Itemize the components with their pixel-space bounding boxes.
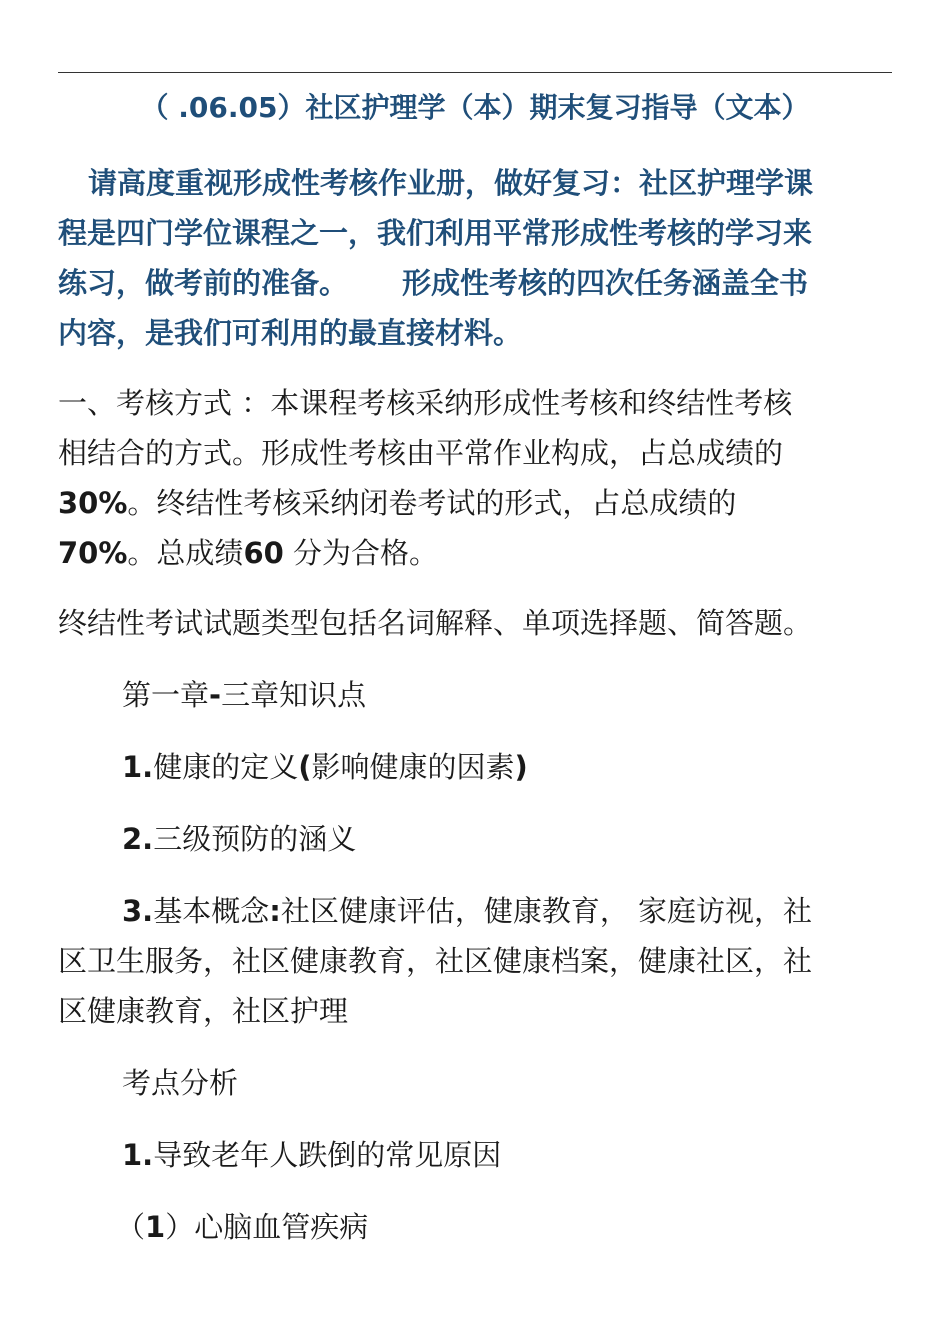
percentage-value: 30% <box>58 486 128 520</box>
point-text: 健康的定义 <box>153 750 299 784</box>
intro-text: 形成性考核的四次任务涵盖全书 <box>402 266 809 300</box>
chapter-text: 三章知识点 <box>221 678 367 712</box>
assessment-text: 。终结性考核采纳闭卷考试的形式，占总成绩的 <box>127 486 737 520</box>
assessment-line <box>58 528 892 578</box>
knowledge-point-1 <box>122 742 528 792</box>
chapter-heading <box>122 670 366 720</box>
assessment-line: 相结合的方式。形成性考核由平常作业构成，占总成绩的 <box>58 436 784 470</box>
item-text: 心脑血管疾病 <box>194 1210 369 1244</box>
point-text: 社区健康评估，健康教育， 家庭访视，社 <box>280 894 813 928</box>
cause-item-1 <box>116 1202 368 1252</box>
point-colon: : <box>269 894 281 928</box>
point-paren: ( <box>298 750 312 784</box>
intro-line: 程是四门学位课程之一，我们利用平常形成性考核的学习来 <box>58 216 813 250</box>
point-text: 基本概念 <box>153 894 270 928</box>
fall-causes-heading <box>122 1130 501 1180</box>
point-text: 导致老年人跌倒的常见原因 <box>153 1138 502 1172</box>
intro-text: 练习，做考前的准备。 <box>58 266 349 300</box>
intro-paragraph <box>58 158 892 358</box>
point-number: 3. <box>122 894 154 928</box>
assessment-method-paragraph <box>58 378 892 578</box>
assessment-line: 一、考核方式 ：本课程考核采纳形成性考核和终结性考核 <box>58 386 793 420</box>
percentage-value: 70% <box>58 536 128 570</box>
point3-line: 区健康教育，社区护理 <box>58 994 349 1028</box>
item-paren: （ <box>116 1210 146 1244</box>
chapter-text: 第一章 <box>122 678 210 712</box>
point-paren: ) <box>514 750 528 784</box>
assessment-text: 分为合格。 <box>283 536 439 570</box>
chapter-dash: - <box>209 678 222 712</box>
intro-line: 请高度重视形成性考核作业册，做好复习：社区护理学课 <box>88 166 814 200</box>
point-number: 1. <box>122 1138 154 1172</box>
point3-line: 区卫生服务，社区健康教育，社区健康档案，健康社区，社 <box>58 944 813 978</box>
point-number: 2. <box>122 822 154 856</box>
point3-line <box>58 886 892 936</box>
item-paren: ） <box>165 1210 195 1244</box>
intro-line: 内容，是我们可利用的最直接材料。 <box>58 316 523 350</box>
point-text: 影响健康的因素 <box>311 750 515 784</box>
knowledge-point-3 <box>58 886 892 1036</box>
assessment-text: 。总成绩 <box>127 536 244 570</box>
document-title: （ .06.05）社区护理学（本）期末复习指导（文本） <box>140 91 810 124</box>
exam-analysis-heading: 考点分析 <box>122 1066 239 1100</box>
intro-line <box>58 258 892 308</box>
exam-types-line: 终结性考试试题类型包括名词解释、单项选择题、简答题。 <box>58 606 813 640</box>
item-number: 1 <box>145 1210 166 1244</box>
assessment-line <box>58 478 892 528</box>
point-text: 三级预防的涵义 <box>153 822 357 856</box>
passing-score: 60 <box>243 536 284 570</box>
knowledge-point-2 <box>122 814 356 864</box>
header-rule <box>58 72 892 73</box>
point-number: 1. <box>122 750 154 784</box>
